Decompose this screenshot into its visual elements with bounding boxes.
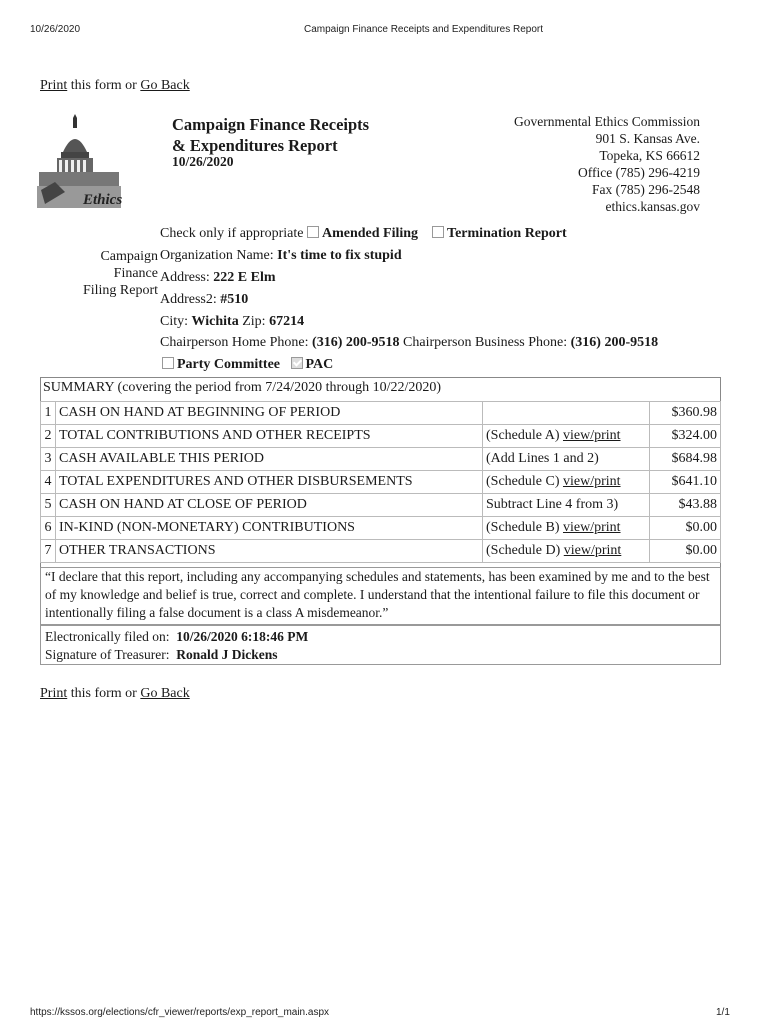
go-back-link[interactable]: Go Back [140, 78, 190, 93]
view-print-link[interactable]: view/print [562, 428, 621, 443]
schedule-note: (Schedule D) [486, 543, 561, 558]
ethics-seal-logo [35, 112, 125, 217]
side-label-campaign: Campaign [100, 249, 158, 264]
line-amount: $0.00 [650, 540, 721, 563]
line-number: 3 [41, 448, 56, 471]
home-phone-value: (316) 200-9518 [312, 335, 400, 350]
termination-report-checkbox[interactable] [432, 226, 444, 238]
line-description: CASH ON HAND AT BEGINNING OF PERIOD [56, 402, 483, 425]
summary-row [41, 517, 721, 540]
committee-type-row [162, 357, 333, 373]
print-url: https://kssos.org/elections/cfr_viewer/reports/exp_report_main.aspx [30, 1007, 330, 1018]
summary-row [41, 448, 721, 471]
line-number: 6 [41, 517, 56, 540]
org-name-label: Organization Name: [160, 248, 274, 263]
zip-value: 67214 [269, 314, 305, 329]
line-amount: $360.98 [650, 402, 721, 425]
line-number: 7 [41, 540, 56, 563]
treasurer-label: Signature of Treasurer: [45, 647, 170, 662]
party-committee-checkbox[interactable] [162, 357, 174, 369]
print-page-number: 1/1 [716, 1007, 730, 1018]
pac-checkbox[interactable] [291, 357, 303, 369]
line-amount: $641.10 [650, 471, 721, 494]
schedule-cell [483, 471, 650, 494]
commission-city: Topeka, KS 66612 [599, 148, 700, 163]
schedule-note: (Schedule C) [486, 474, 560, 489]
report-title-line1: Campaign Finance Receipts [172, 115, 370, 134]
filed-on-line [45, 628, 716, 646]
bottom-nav [40, 686, 190, 702]
nav-separator-text: this form or [70, 78, 137, 93]
schedule-cell [483, 494, 650, 517]
filed-on-label: Electronically filed on: [45, 629, 170, 644]
summary-row [41, 540, 721, 563]
summary-row [41, 471, 721, 494]
address-line [160, 270, 276, 286]
line-number: 5 [41, 494, 56, 517]
view-print-link[interactable]: view/print [562, 520, 621, 535]
filing-type-row [160, 226, 567, 242]
report-date: 10/26/2020 [172, 154, 234, 169]
commission-street: 901 S. Kansas Ave. [595, 131, 700, 146]
view-print-link[interactable]: view/print [562, 474, 621, 489]
side-label-filing-report: Filing Report [82, 283, 158, 298]
print-page-title: Campaign Finance Receipts and Expenditures Report [304, 24, 544, 35]
print-link-bottom[interactable]: Print [40, 686, 68, 701]
treasurer-value: Ronald J Dickens [176, 647, 278, 662]
commission-office-phone: Office (785) 296-4219 [578, 165, 700, 180]
nav-separator-text-bottom: this form or [70, 686, 137, 701]
termination-report-label: Termination Report [447, 226, 567, 241]
city-zip-line [160, 314, 304, 330]
summary-row [41, 494, 721, 517]
line-description: IN-KIND (NON-MONETARY) CONTRIBUTIONS [56, 517, 483, 540]
line-number: 4 [41, 471, 56, 494]
amended-filing-checkbox[interactable] [307, 226, 319, 238]
treasurer-line [45, 646, 716, 664]
line-description: TOTAL CONTRIBUTIONS AND OTHER RECEIPTS [56, 425, 483, 448]
business-phone-label: Chairperson Business Phone: [403, 335, 568, 350]
line-amount: $684.98 [650, 448, 721, 471]
line-amount: $324.00 [650, 425, 721, 448]
city-label: City: [160, 314, 189, 329]
report-title-line2: & Expenditures Report [172, 136, 338, 155]
line-description: OTHER TRANSACTIONS [56, 540, 483, 563]
line-description: CASH AVAILABLE THIS PERIOD [56, 448, 483, 471]
print-link[interactable]: Print [40, 78, 68, 93]
address2-line [160, 292, 248, 308]
party-committee-label: Party Committee [177, 357, 281, 372]
phone-line [160, 335, 658, 351]
print-date: 10/26/2020 [30, 24, 81, 35]
address2-label: Address2: [160, 292, 217, 307]
schedule-cell [483, 540, 650, 563]
line-number: 2 [41, 425, 56, 448]
report-title [172, 114, 369, 156]
schedule-note: (Schedule B) [486, 520, 560, 535]
summary-heading: SUMMARY (covering the period from 7/24/2020 through 10/22/2020) [43, 380, 442, 395]
top-nav [40, 78, 190, 94]
filing-info-box [40, 625, 721, 665]
summary-row [41, 425, 721, 448]
org-name-value: It's time to fix stupid [277, 248, 402, 263]
org-name-line [160, 248, 402, 264]
line-number: 1 [41, 402, 56, 425]
schedule-cell [483, 517, 650, 540]
business-phone-value: (316) 200-9518 [570, 335, 659, 350]
address-value: 222 E Elm [213, 270, 276, 285]
side-label [82, 248, 158, 299]
schedule-cell [483, 425, 650, 448]
commission-info [470, 113, 700, 215]
pac-label: PAC [305, 357, 334, 372]
line-description: TOTAL EXPENDITURES AND OTHER DISBURSEMENTS [56, 471, 483, 494]
seal-ethics-text: Ethics [83, 192, 123, 208]
go-back-link-bottom[interactable]: Go Back [140, 686, 190, 701]
filing-check-label: Check only if appropriate [160, 226, 304, 241]
filed-on-value: 10/26/2020 6:18:46 PM [176, 629, 309, 644]
commission-name: Governmental Ethics Commission [514, 114, 700, 129]
schedule-cell [483, 448, 650, 471]
view-print-link[interactable]: view/print [563, 543, 622, 558]
address2-value: #510 [220, 292, 249, 307]
schedule-note: (Schedule A) [486, 428, 560, 443]
side-label-finance: Finance [113, 266, 158, 281]
schedule-note: Subtract Line 4 from 3) [486, 497, 619, 512]
line-amount: $43.88 [650, 494, 721, 517]
city-value: Wichita [191, 314, 239, 329]
declaration-statement: “I declare that this report, including any accompanying schedules and statements, has been examined by me and to the best of my knowledge and belief is true, correct and complete. I understand that the intentional failure to file this document or intentionally filing a false document is a class A misdemeanor.” [40, 567, 721, 625]
address-label: Address: [160, 270, 210, 285]
commission-fax: Fax (785) 296-2548 [592, 182, 700, 197]
commission-website: ethics.kansas.gov [605, 199, 700, 214]
line-amount: $0.00 [650, 517, 721, 540]
schedule-note: (Add Lines 1 and 2) [486, 451, 599, 466]
summary-table [40, 401, 721, 563]
home-phone-label: Chairperson Home Phone: [160, 335, 309, 350]
zip-label: Zip: [242, 314, 266, 329]
amended-filing-label: Amended Filing [321, 226, 419, 241]
schedule-cell [483, 402, 650, 425]
line-description: CASH ON HAND AT CLOSE OF PERIOD [56, 494, 483, 517]
summary-row [41, 402, 721, 425]
